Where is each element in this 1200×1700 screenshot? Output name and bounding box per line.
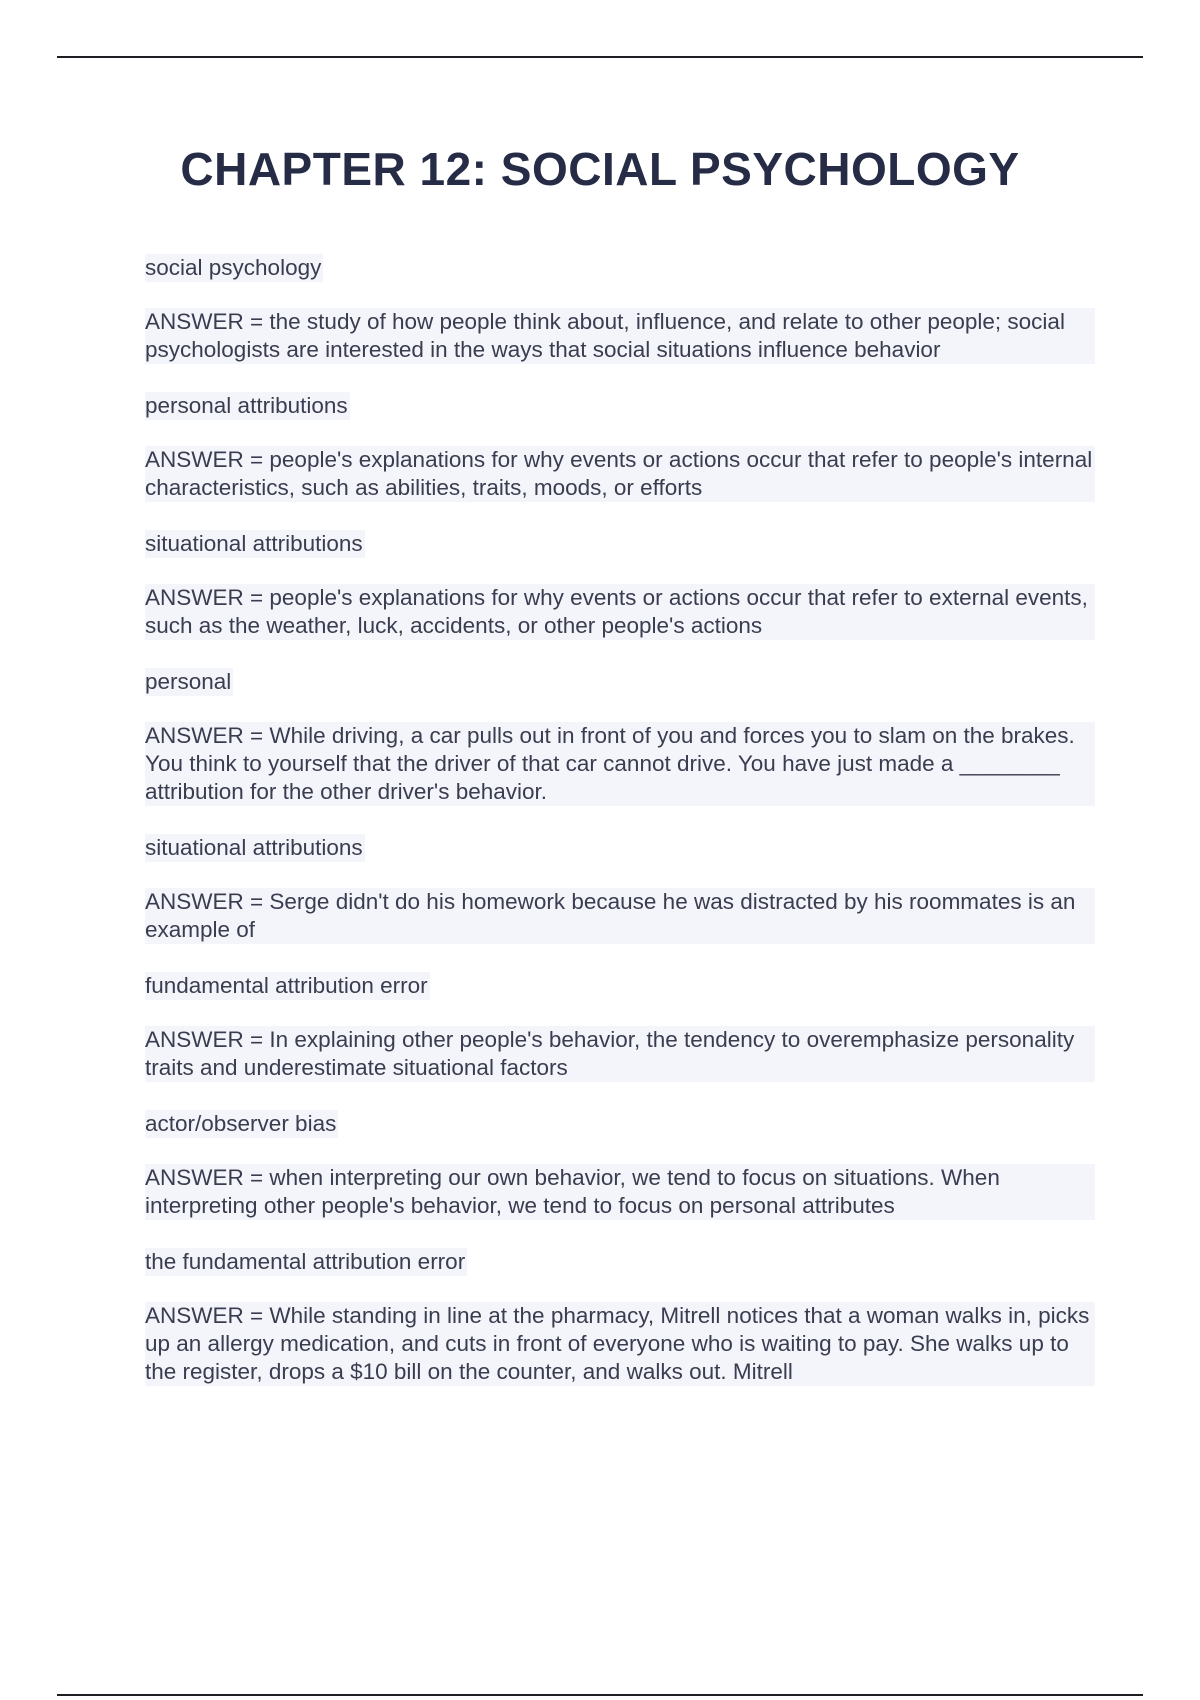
qa-item <box>145 1110 1095 1220</box>
qa-item <box>145 1248 1095 1386</box>
answer-text: ANSWER = In explaining other people's behavior, the tendency to overemphasize personality traits and underestimate situational factors <box>145 1026 1095 1082</box>
page-title: CHAPTER 12: SOCIAL PSYCHOLOGY <box>180 143 1020 195</box>
term-text: situational attributions <box>145 835 363 860</box>
answer-text: ANSWER = the study of how people think about, influence, and relate to other people; social psychologists are interested in the ways that social situations influence behavior <box>145 308 1095 364</box>
qa-item <box>145 834 1095 944</box>
qa-item <box>145 530 1095 640</box>
qa-item <box>145 668 1095 806</box>
answer-text: ANSWER = people's explanations for why events or actions occur that refer to people's internal characteristics, such as abilities, traits, moods, or efforts <box>145 446 1095 502</box>
term-text: social psychology <box>145 255 322 280</box>
qa-item <box>145 392 1095 502</box>
bottom-rule <box>57 1694 1143 1696</box>
term-text: the fundamental attribution error <box>145 1249 466 1274</box>
term-text: personal <box>145 669 232 694</box>
term-text: personal attributions <box>145 393 348 418</box>
answer-text: ANSWER = people's explanations for why events or actions occur that refer to external events, such as the weather, luck, accidents, or other people's actions <box>145 584 1095 640</box>
qa-item <box>145 972 1095 1082</box>
answer-text: ANSWER = While driving, a car pulls out in front of you and forces you to slam on the brakes. You think to yourself that the driver of that car cannot drive. You have just made a ________ attribution for the other driver's behavior. <box>145 722 1095 806</box>
flashcard-list <box>145 254 1095 1414</box>
term-text: actor/observer bias <box>145 1111 337 1136</box>
answer-text: ANSWER = when interpreting our own behavior, we tend to focus on situations. When interpreting other people's behavior, we tend to focus on personal attributes <box>145 1164 1095 1220</box>
answer-text: ANSWER = While standing in line at the pharmacy, Mitrell notices that a woman walks in, picks up an allergy medication, and cuts in front of everyone who is waiting to pay. She walks up to the register, drops a $10 bill on the counter, and walks out. Mitrell <box>145 1302 1095 1386</box>
term-text: situational attributions <box>145 531 363 556</box>
top-rule <box>57 56 1143 58</box>
qa-item <box>145 254 1095 364</box>
term-text: fundamental attribution error <box>145 973 428 998</box>
answer-text: ANSWER = Serge didn't do his homework because he was distracted by his roommates is an example of <box>145 888 1095 944</box>
